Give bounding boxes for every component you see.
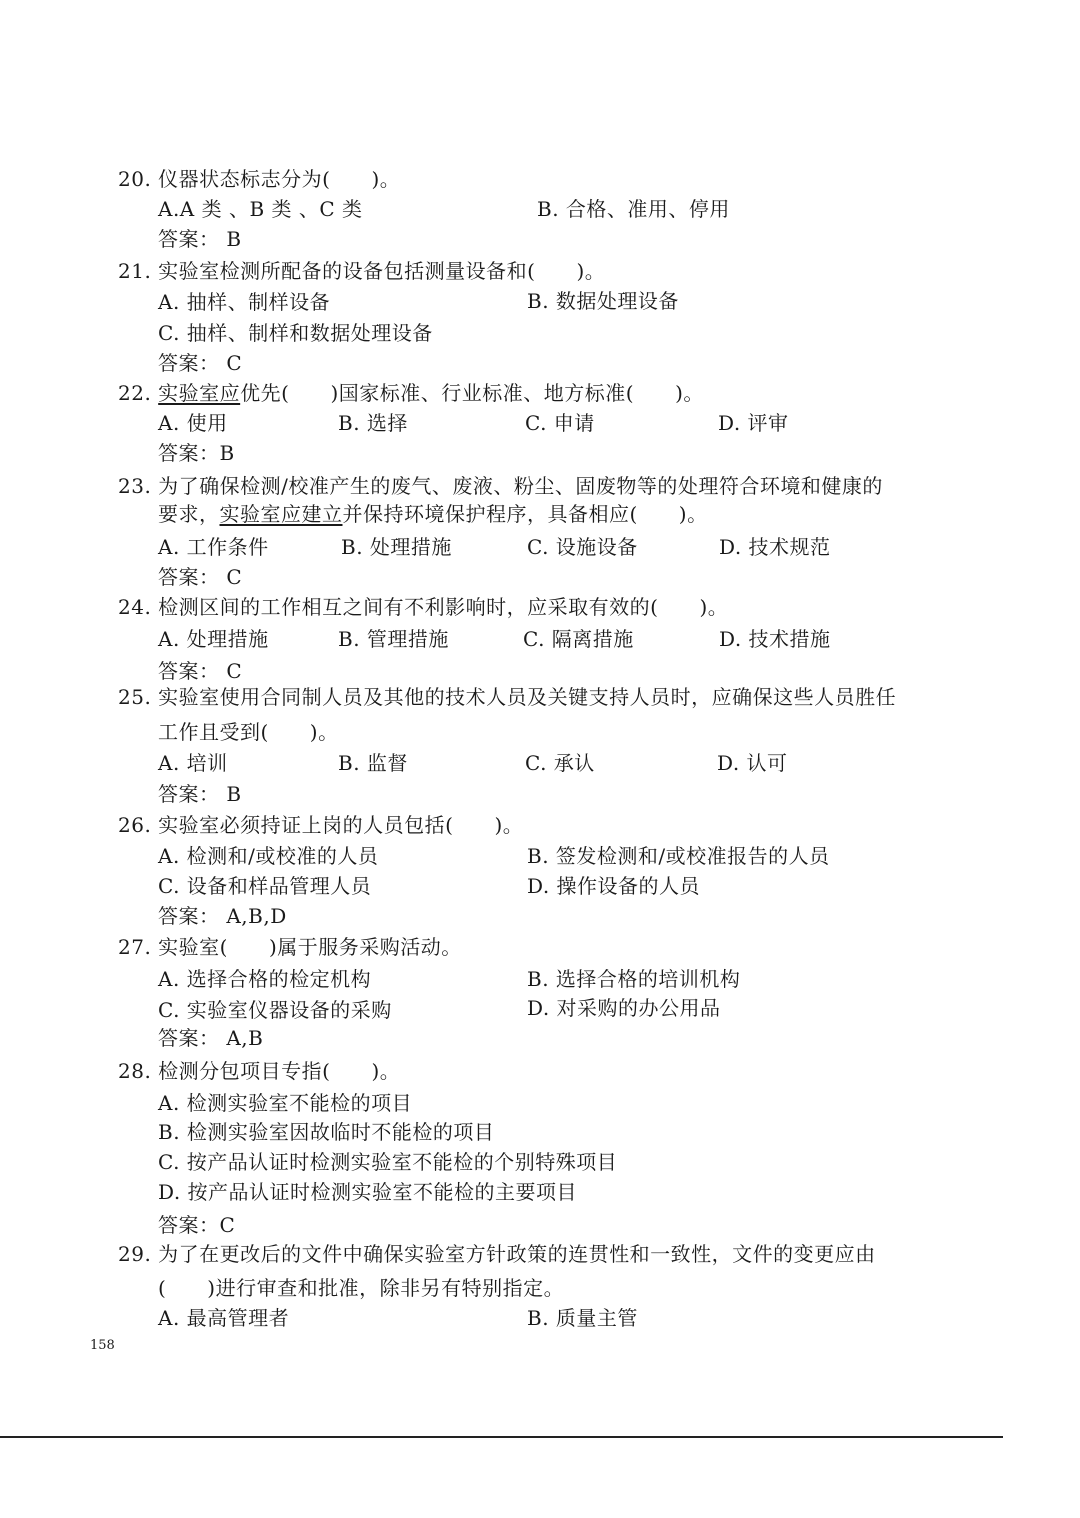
question-26-answer: 答案： A,B,D <box>158 904 287 928</box>
question-20-stem: 20. 仪器状态标志分为( )。 <box>118 167 401 191</box>
question-22-option-c: C. 申请 <box>525 411 595 435</box>
question-24-stem: 24. 检测区间的工作相互之间有不利影响时，应采取有效的( )。 <box>118 595 729 619</box>
question-29-stem-continued: ( )进行审查和批准，除非另有特别指定。 <box>158 1276 565 1300</box>
question-26-option-d: D. 操作设备的人员 <box>527 874 701 898</box>
question-22-stem-underlined: 实验室应 <box>158 381 241 405</box>
question-24-option-b: B. 管理措施 <box>338 627 449 651</box>
question-23-stem-continued <box>158 501 708 527</box>
question-21-option-a: A. 抽样、制样设备 <box>158 290 331 314</box>
question-22-option-d: D. 评审 <box>718 411 789 435</box>
question-29-option-a: A. 最高管理者 <box>158 1306 290 1330</box>
question-28-option-c: C. 按产品认证时检测实验室不能检的个别特殊项目 <box>158 1150 618 1174</box>
question-25-answer: 答案： B <box>158 782 242 806</box>
question-23-stem: 23. 为了确保检测/校准产生的废气、废液、粉尘、固废物等的处理符合环境和健康的 <box>118 474 883 498</box>
question-27-option-a: A. 选择合格的检定机构 <box>158 967 372 991</box>
question-27-answer: 答案： A,B <box>158 1026 264 1050</box>
question-26-stem: 26. 实验室必须持证上岗的人员包括( )。 <box>118 813 524 837</box>
question-24-option-d: D. 技术措施 <box>719 627 831 651</box>
question-25-option-b: B. 监督 <box>338 751 408 775</box>
question-28-option-d: D. 按产品认证时检测实验室不能检的主要项目 <box>158 1180 578 1204</box>
question-20-option-a: A.A 类 、B 类 、C 类 <box>158 197 363 221</box>
bottom-rule <box>0 1436 1003 1438</box>
question-20-option-b: B. 合格、准用、停用 <box>537 197 730 221</box>
question-28-option-a: A. 检测实验室不能检的项目 <box>158 1091 413 1115</box>
question-21-stem: 21. 实验室检测所配备的设备包括测量设备和( )。 <box>118 259 606 283</box>
question-25-option-c: C. 承认 <box>525 751 595 775</box>
question-22-stem-number: 22. <box>118 381 159 405</box>
question-23-answer: 答案： C <box>158 565 243 589</box>
question-21-option-b: B. 数据处理设备 <box>527 289 679 313</box>
question-23-option-c: C. 设施设备 <box>527 535 638 559</box>
question-21-answer: 答案： C <box>158 351 243 375</box>
question-27-option-d: D. 对采购的办公用品 <box>527 996 721 1020</box>
question-25-option-d: D. 认可 <box>717 751 788 775</box>
question-22-option-b: B. 选择 <box>338 411 408 435</box>
question-21-option-c: C. 抽样、制样和数据处理设备 <box>158 321 433 345</box>
question-22-option-a: A. 使用 <box>158 411 228 435</box>
question-25-stem-continued: 工作且受到( )。 <box>158 720 339 744</box>
question-23-option-d: D. 技术规范 <box>719 535 831 559</box>
question-23-option-a: A. 工作条件 <box>158 535 269 559</box>
question-23-stem2-rest: 并保持环境保护程序，具备相应( )。 <box>342 502 708 526</box>
question-28-option-b: B. 检测实验室因故临时不能检的项目 <box>158 1120 495 1144</box>
question-23-option-b: B. 处理措施 <box>341 535 452 559</box>
question-26-option-b: B. 签发检测和/或校准报告的人员 <box>527 844 830 868</box>
question-28-stem: 28. 检测分包项目专指( )。 <box>118 1059 401 1083</box>
question-22-stem-rest: 优先( )国家标准、行业标准、地方标准( )。 <box>240 381 704 405</box>
question-25-stem: 25. 实验室使用合同制人员及其他的技术人员及关键支持人员时，应确保这些人员胜任 <box>118 685 897 709</box>
question-23-stem2-start: 要求， <box>158 502 220 526</box>
question-22-answer: 答案：B <box>158 441 235 465</box>
question-24-answer: 答案： C <box>158 659 243 683</box>
question-20-answer: 答案： B <box>158 227 242 251</box>
question-24-option-a: A. 处理措施 <box>158 627 269 651</box>
question-29-stem: 29. 为了在更改后的文件中确保实验室方针政策的连贯性和一致性，文件的变更应由 <box>118 1242 876 1266</box>
page-number: 158 <box>90 1338 115 1353</box>
question-25-option-a: A. 培训 <box>158 751 228 775</box>
question-26-option-c: C. 设备和样品管理人员 <box>158 874 372 898</box>
question-23-stem2-underlined: 实验室应建立 <box>219 502 343 526</box>
question-28-answer: 答案：C <box>158 1213 236 1237</box>
question-26-option-a: A. 检测和/或校准的人员 <box>158 844 379 868</box>
question-29-option-b: B. 质量主管 <box>527 1306 638 1330</box>
question-22-stem <box>118 380 704 406</box>
question-24-option-c: C. 隔离措施 <box>523 627 634 651</box>
question-27-option-b: B. 选择合格的培训机构 <box>527 967 741 991</box>
question-27-option-c: C. 实验室仪器设备的采购 <box>158 998 392 1022</box>
question-27-stem: 27. 实验室( )属于服务采购活动。 <box>118 935 462 959</box>
